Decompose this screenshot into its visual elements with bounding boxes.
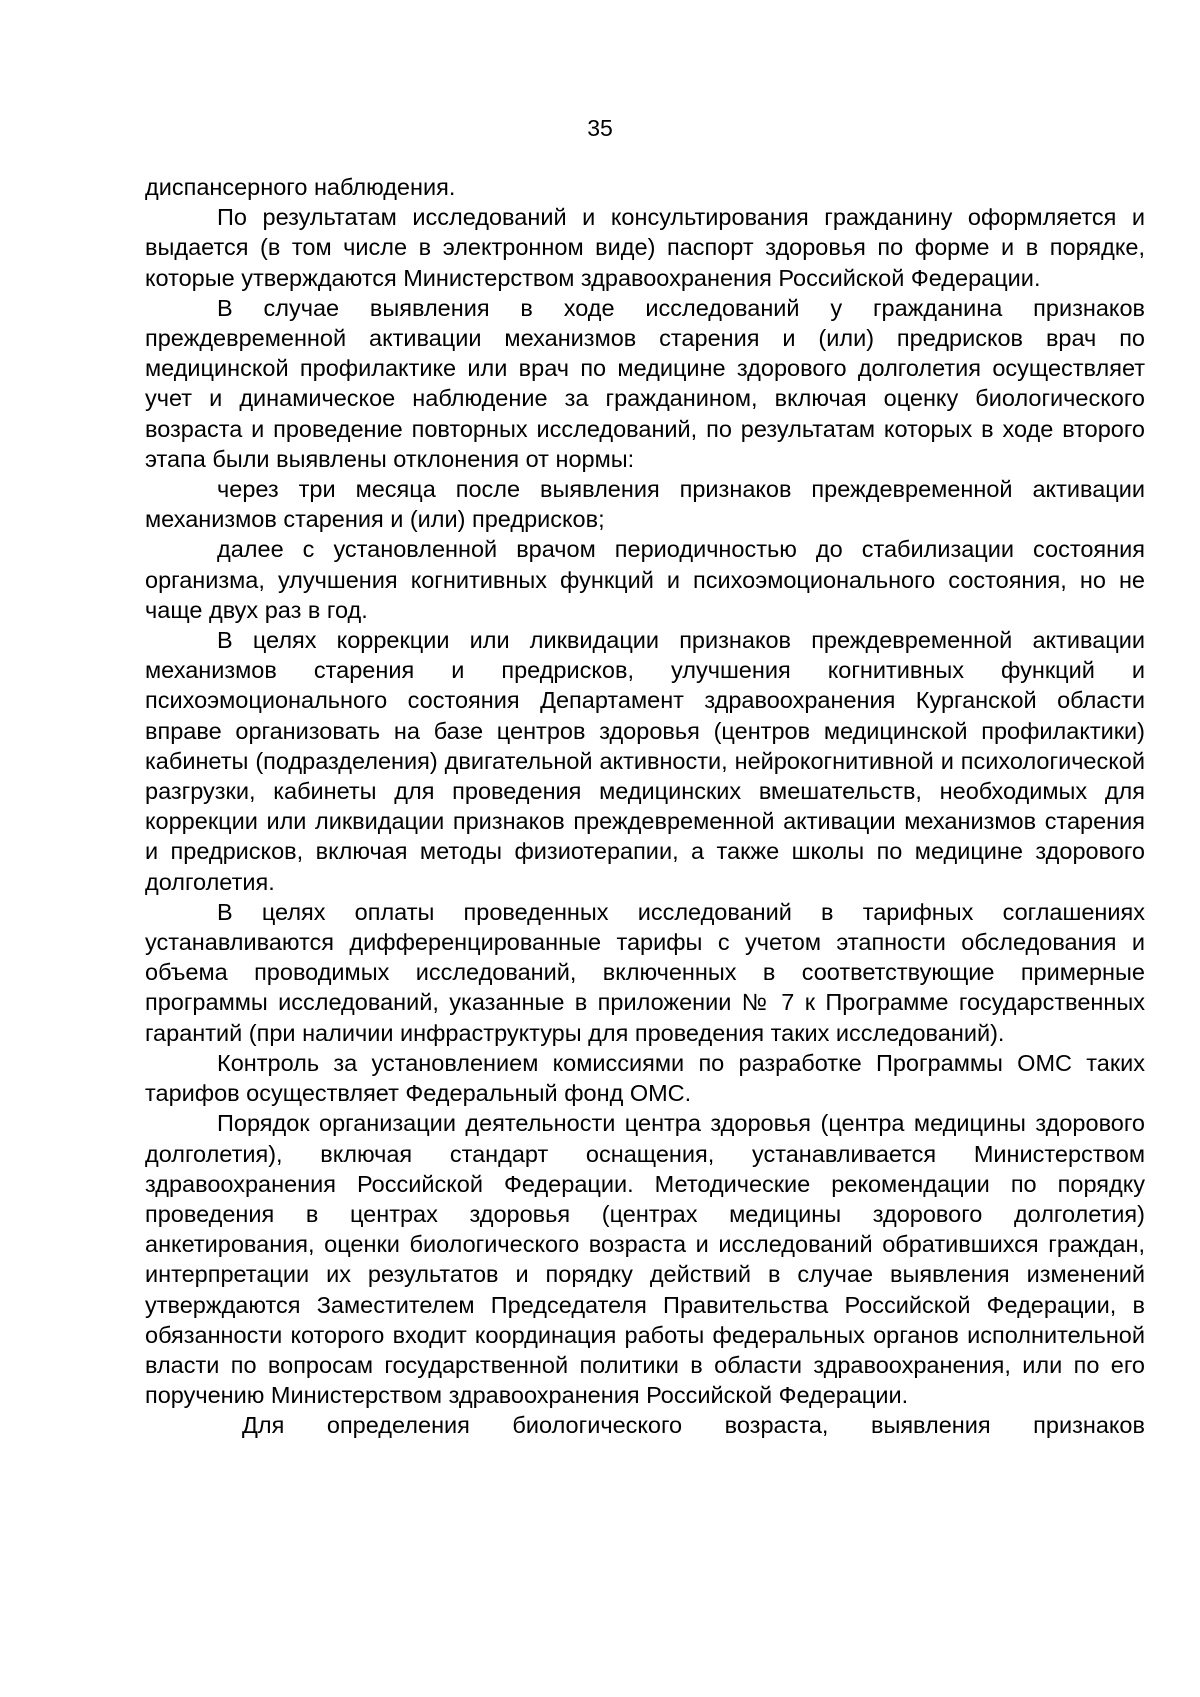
paragraph-dynamic-observation: В случае выявления в ходе исследований у гражданина признаков преждевременной активации механизмов старения и (или) предрисков врач по медицинской профилактике или врач по медицине здорового долголетия осуществляет учет и динамическое наблюдение за гражданином, включая оценку биологического возраста и проведение повторных исследований, по результатам которых в ходе второго этапа были выявлены отклонения от нормы:	[145, 294, 1145, 472]
paragraph-three-months: через три месяца после выявления признаков преждевременной активации механизмов старения и (или) предрисков;	[145, 476, 1145, 533]
paragraph-biological-age: Для определения биологического возраста, выявления признаков	[242, 1412, 1145, 1439]
paragraph-correction-cabinets: В целях коррекции или ликвидации признаков преждевременной активации механизмов старения и предрисков, улучшения когнитивных функций и психоэмоционального состояния Департамент здравоохранения Курганской области вправе организовать на базе центров здоровья (центров медицинской профилактики) кабинеты (подразделения) двигательной активности, нейрокогнитивной и психологической разгрузки, кабинеты для проведения медицинских вмешательств, необходимых для коррекции или ликвидации признаков преждевременной активации механизмов старения и предрисков, включая методы физиотерапии, а также школы по медицине здорового долголетия.	[145, 627, 1145, 895]
document-body	[145, 172, 1145, 1441]
paragraph-tariffs: В целях оплаты проведенных исследований в тарифных соглашениях устанавливаются дифференцированные тарифы с учетом этапности обследования и объема проводимых исследований, включенных в соответствующие примерные программы исследований, указанные в приложении № 7 к Программе государственных гарантий (при наличии инфраструктуры для проведения таких исследований).	[145, 898, 1145, 1046]
page-number: 35	[587, 115, 613, 141]
paragraph-health-passport: По результатам исследований и консультирования гражданину оформляется и выдается (в том числе в электронном виде) паспорт здоровья по форме и в порядке, которые утверждаются Министерством здравоохранения Российской Федерации.	[145, 204, 1145, 291]
paragraph-periodicity: далее с установленной врачом периодичностью до стабилизации состояния организма, улучшения когнитивных функций и психоэмоционального состояния, но не чаще двух раз в год.	[145, 536, 1145, 623]
paragraph-control: Контроль за установлением комиссиями по разработке Программы ОМС таких тарифов осуществляет Федеральный фонд ОМС.	[145, 1049, 1145, 1107]
paragraph-continuation: диспансерного наблюдения.	[145, 174, 456, 200]
paragraph-procedure: Порядок организации деятельности центра здоровья (центра медицины здорового долголетия), включая стандарт оснащения, устанавливается Министерством здравоохранения Российской Федерации. Методические рекомендации по порядку проведения в центрах здоровья (центрах медицины здорового долголетия) анкетирования, оценки биологического возраста и исследований обратившихся граждан, интерпретации их результатов и порядку действий в случае выявления изменений утверждаются Заместителем Председателя Правительства Российской Федерации, в обязанности которого входит координация работы федеральных органов исполнительной власти по вопросам государственной политики в области здравоохранения, или по его поручению Министерством здравоохранения Российской Федерации.	[145, 1110, 1145, 1409]
